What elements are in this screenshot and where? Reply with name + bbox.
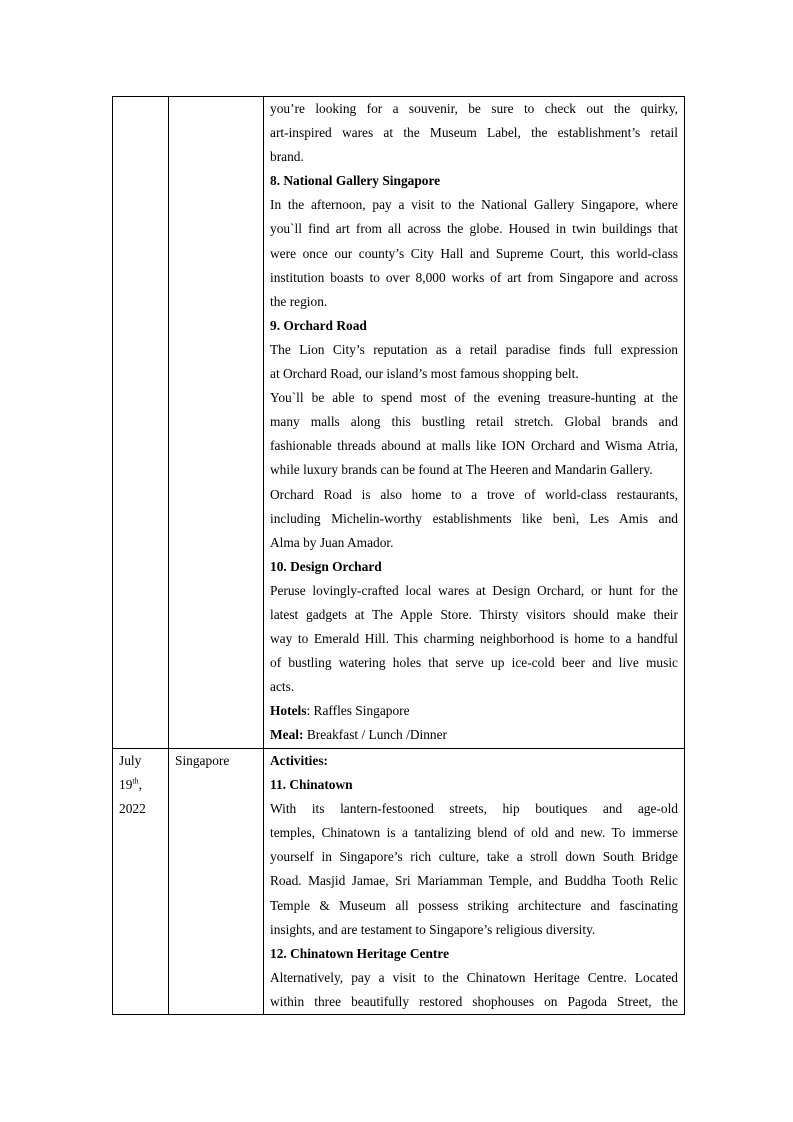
meal-label: Meal: [270,727,304,743]
hotels-line [270,699,678,723]
itinerary-row [113,97,685,749]
itinerary-table [112,96,685,1015]
text-line: The Lion City’s reputation as a retail paradise finds full expression [270,341,678,357]
hotels-value: : Raffles Singapore [306,703,410,719]
section-heading: 12. Chinatown Heritage Centre [270,945,450,961]
date-comma: , [138,777,142,793]
date-year: 2022 [119,801,146,817]
text-line: you’re looking for a souvenir, be sure to check out the quirky, [270,101,678,116]
text-line: you`ll find art from all across the globe. Housed in twin buildings that [270,221,678,237]
date-day-suffix: th [132,776,139,786]
hotels-label: Hotels [270,703,307,719]
date-cell [113,749,169,1015]
text-line: within three beautifully restored shophouses on Pagoda Street, the [270,993,678,1009]
text-line: brand. [270,149,304,165]
section-heading: 10. Design Orchard [270,558,382,574]
text-line: Alma by Juan Amador. [270,534,394,550]
text-line: Alternatively, pay a visit to the Chinatown Heritage Centre. Located [270,969,678,985]
text-line: Road. Masjid Jamae, Sri Mariamman Temple, and Buddha Tooth Relic [270,873,678,889]
place-cell [169,97,264,749]
activities-cell [264,749,685,1015]
section-heading: 9. Orchard Road [270,317,367,333]
section-heading: 8. National Gallery Singapore [270,173,441,189]
activities-heading: Activities: [270,753,329,768]
text-line: Temple & Museum all possess striking architecture and fascinating [270,897,678,913]
text-line: art-inspired wares at the Museum Label, the establishment’s retail [270,125,678,141]
itinerary-row [113,749,685,1015]
text-line: acts. [270,679,295,695]
text-line: the region. [270,293,328,309]
text-line: of bustling watering holes that serve up ice-cold beer and live music [270,655,678,671]
text-line: many malls along this bustling retail stretch. Global brands and [270,414,678,430]
section-heading: 11. Chinatown [270,777,353,793]
text-line: latest gadgets at The Apple Store. Thirsty visitors should make their [270,606,678,622]
activities-cell [264,97,685,749]
text-line: while luxury brands can be found at The Heeren and Mandarin Gallery. [270,462,653,478]
date-month: July [119,753,142,768]
meal-line [270,723,678,747]
text-line: way to Emerald Hill. This charming neighborhood is home to a handful [270,631,678,647]
text-line: fashionable threads abound at malls like ION Orchard and Wisma Atria, [270,438,678,454]
text-line: institution boasts to over 8,000 works of art from Singapore and across [270,269,678,285]
place-cell [169,749,264,1015]
text-line: yourself in Singapore’s rich culture, take a stroll down South Bridge [270,849,678,865]
text-line: including Michelin-worthy establishments like benì, Les Amis and [270,510,678,526]
text-line: Peruse lovingly-crafted local wares at Design Orchard, or hunt for the [270,582,678,598]
text-line: at Orchard Road, our island’s most famous shopping belt. [270,366,579,382]
text-line: Orchard Road is also home to a trove of world-class restaurants, [270,486,678,502]
text-line: were once our county’s City Hall and Supreme Court, this world-class [270,245,678,261]
text-line: In the afternoon, pay a visit to the National Gallery Singapore, where [270,197,678,213]
date-day [119,773,162,797]
place-name: Singapore [175,753,230,768]
text-line: temples, Chinatown is a tantalizing blend of old and new. To immerse [270,825,678,841]
meal-value: Breakfast / Lunch /Dinner [303,727,447,743]
date-day-number: 19 [119,777,133,793]
text-line: With its lantern-festooned streets, hip boutiques and age-old [270,801,678,817]
date-cell [113,97,169,749]
text-line: insights, and are testament to Singapore’s religious diversity. [270,921,596,937]
text-line: You`ll be able to spend most of the evening treasure-hunting at the [270,390,678,406]
